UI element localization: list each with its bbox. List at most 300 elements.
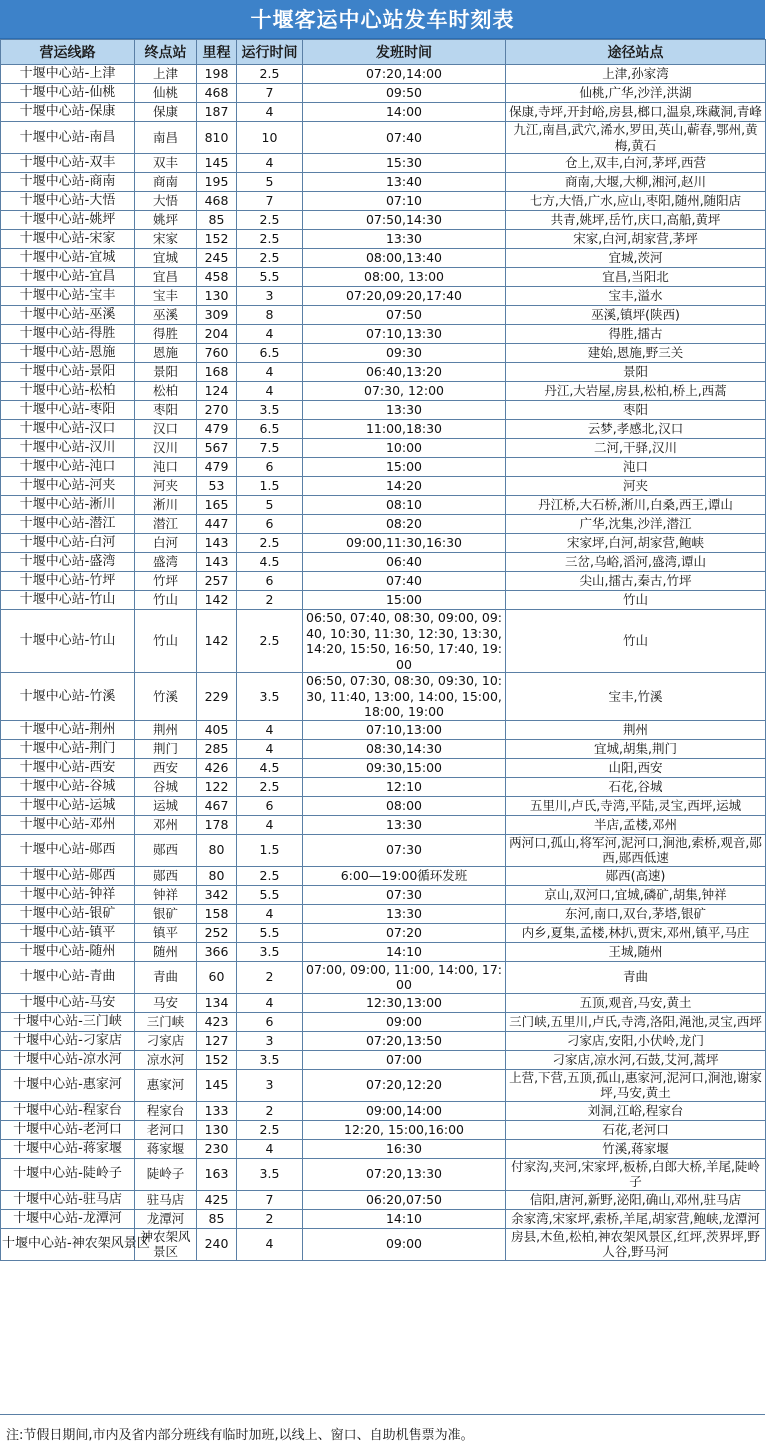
table-row (1, 720, 766, 739)
table-row (1, 904, 766, 923)
via-cell: 仓上,双丰,白河,茅坪,西营 (506, 154, 766, 173)
distance-cell: 479 (197, 458, 237, 477)
table-row (1, 1120, 766, 1139)
route-cell: 十堰中心站-竹山 (1, 591, 135, 610)
distance-cell: 122 (197, 777, 237, 796)
footnote: 注:节假日期间,市内及省内部分班线有临时加班,以线上、窗口、自助机售票为准。 (0, 1414, 765, 1451)
departures-cell: 07:30 (303, 834, 506, 866)
route-cell: 十堰中心站-邓州 (1, 815, 135, 834)
table-row (1, 572, 766, 591)
distance-cell: 80 (197, 834, 237, 866)
departures-cell: 08:00,13:40 (303, 249, 506, 268)
duration-cell: 1.5 (237, 477, 303, 496)
terminal-cell: 程家台 (135, 1101, 197, 1120)
table-row (1, 401, 766, 420)
departures-cell: 06:40 (303, 553, 506, 572)
distance-cell: 145 (197, 154, 237, 173)
duration-cell: 6 (237, 1012, 303, 1031)
route-cell: 十堰中心站-蒋家堰 (1, 1139, 135, 1158)
duration-cell: 6 (237, 458, 303, 477)
terminal-cell: 得胜 (135, 325, 197, 344)
terminal-cell: 松柏 (135, 382, 197, 401)
via-cell: 山阳,西安 (506, 758, 766, 777)
table-row (1, 673, 766, 721)
via-cell: 共青,姚坪,岳竹,庆口,高船,黄坪 (506, 211, 766, 230)
route-cell: 十堰中心站-枣阳 (1, 401, 135, 420)
route-cell: 十堰中心站-商南 (1, 173, 135, 192)
departures-cell: 13:30 (303, 401, 506, 420)
distance-cell: 187 (197, 103, 237, 122)
distance-cell: 447 (197, 515, 237, 534)
route-cell: 十堰中心站-上津 (1, 65, 135, 84)
terminal-cell: 蒋家堰 (135, 1139, 197, 1158)
distance-cell: 309 (197, 306, 237, 325)
table-row (1, 439, 766, 458)
route-cell: 十堰中心站-运城 (1, 796, 135, 815)
departures-cell: 07:50 (303, 306, 506, 325)
duration-cell: 3 (237, 1031, 303, 1050)
terminal-cell: 随州 (135, 942, 197, 961)
via-cell: 商南,大堰,大柳,湘河,赵川 (506, 173, 766, 192)
duration-cell: 4 (237, 815, 303, 834)
terminal-cell: 商南 (135, 173, 197, 192)
table-row (1, 154, 766, 173)
duration-cell: 4.5 (237, 553, 303, 572)
distance-cell: 245 (197, 249, 237, 268)
duration-cell: 2.5 (237, 777, 303, 796)
duration-cell: 4 (237, 325, 303, 344)
route-cell: 十堰中心站-仙桃 (1, 84, 135, 103)
terminal-cell: 巫溪 (135, 306, 197, 325)
terminal-cell: 保康 (135, 103, 197, 122)
terminal-cell: 龙潭河 (135, 1209, 197, 1228)
table-row (1, 420, 766, 439)
departures-cell: 07:10,13:30 (303, 325, 506, 344)
terminal-cell: 三门峡 (135, 1012, 197, 1031)
departures-cell: 08:00, 13:00 (303, 268, 506, 287)
duration-cell: 4 (237, 720, 303, 739)
table-row (1, 1228, 766, 1260)
distance-cell: 366 (197, 942, 237, 961)
distance-cell: 810 (197, 122, 237, 154)
departures-cell: 08:30,14:30 (303, 739, 506, 758)
duration-cell: 7 (237, 192, 303, 211)
via-cell: 石花,谷城 (506, 777, 766, 796)
terminal-cell: 荆门 (135, 739, 197, 758)
table-row (1, 249, 766, 268)
terminal-cell: 荆州 (135, 720, 197, 739)
distance-cell: 479 (197, 420, 237, 439)
terminal-cell: 刁家店 (135, 1031, 197, 1050)
distance-cell: 165 (197, 496, 237, 515)
terminal-cell: 大悟 (135, 192, 197, 211)
terminal-cell: 马安 (135, 993, 197, 1012)
via-cell: 东河,南口,双台,茅塔,银矿 (506, 904, 766, 923)
route-cell: 十堰中心站-景阳 (1, 363, 135, 382)
duration-cell: 4 (237, 154, 303, 173)
departures-cell: 06:50, 07:40, 08:30, 09:00, 09:40, 10:30, 11:30, 12:30, 13:30, 14:20, 15:50, 16:50, 17:40, 19:00 (303, 610, 506, 673)
route-cell: 十堰中心站-得胜 (1, 325, 135, 344)
duration-cell: 2.5 (237, 534, 303, 553)
departures-cell: 13:30 (303, 904, 506, 923)
table-row (1, 1209, 766, 1228)
distance-cell: 85 (197, 1209, 237, 1228)
via-cell: 宜城,胡集,荆门 (506, 739, 766, 758)
duration-cell: 3.5 (237, 1158, 303, 1190)
duration-cell: 7 (237, 84, 303, 103)
departures-cell: 09:00 (303, 1228, 506, 1260)
departures-cell: 12:20, 15:00,16:00 (303, 1120, 506, 1139)
terminal-cell: 宜昌 (135, 268, 197, 287)
via-cell: 宝丰,竹溪 (506, 673, 766, 721)
departures-cell: 06:20,07:50 (303, 1190, 506, 1209)
via-cell: 刁家店,凉水河,石鼓,艾河,蒿坪 (506, 1050, 766, 1069)
departures-cell: 09:00 (303, 1012, 506, 1031)
via-cell: 上津,孙家湾 (506, 65, 766, 84)
duration-cell: 8 (237, 306, 303, 325)
via-cell: 信阳,唐河,新野,泌阳,确山,邓州,驻马店 (506, 1190, 766, 1209)
route-cell: 十堰中心站-松柏 (1, 382, 135, 401)
distance-cell: 145 (197, 1069, 237, 1101)
terminal-cell: 恩施 (135, 344, 197, 363)
departures-cell: 13:30 (303, 230, 506, 249)
via-cell: 九江,南昌,武穴,浠水,罗田,英山,蕲春,鄂州,黄梅,黄石 (506, 122, 766, 154)
table-row (1, 885, 766, 904)
duration-cell: 5 (237, 496, 303, 515)
duration-cell: 4 (237, 382, 303, 401)
terminal-cell: 竹山 (135, 591, 197, 610)
via-cell: 广华,沈集,沙洋,潜江 (506, 515, 766, 534)
table-row (1, 923, 766, 942)
via-cell: 余家湾,宋家坪,索桥,羊尾,胡家营,鲍峡,龙潭河 (506, 1209, 766, 1228)
via-cell: 云梦,孝感北,汉口 (506, 420, 766, 439)
distance-cell: 130 (197, 287, 237, 306)
departures-cell: 07:00, 09:00, 11:00, 14:00, 17:00 (303, 961, 506, 993)
route-cell: 十堰中心站-凉水河 (1, 1050, 135, 1069)
departures-cell: 07:30 (303, 885, 506, 904)
distance-cell: 567 (197, 439, 237, 458)
duration-cell: 7.5 (237, 439, 303, 458)
route-cell: 十堰中心站-神农架风景区 (1, 1228, 135, 1260)
via-cell: 青曲 (506, 961, 766, 993)
via-cell: 三岔,乌峪,滔河,盛湾,谭山 (506, 553, 766, 572)
distance-cell: 178 (197, 815, 237, 834)
terminal-cell: 钟祥 (135, 885, 197, 904)
duration-cell: 2.5 (237, 65, 303, 84)
departures-cell: 6:00—19:00循环发班 (303, 866, 506, 885)
via-cell: 房县,木鱼,松柏,神农架风景区,红坪,茨界坪,野人谷,野马河 (506, 1228, 766, 1260)
route-cell: 十堰中心站-老河口 (1, 1120, 135, 1139)
route-cell: 十堰中心站-谷城 (1, 777, 135, 796)
table-row (1, 993, 766, 1012)
distance-cell: 468 (197, 192, 237, 211)
table-row (1, 1050, 766, 1069)
via-cell: 河夹 (506, 477, 766, 496)
via-cell: 三门峡,五里川,卢氏,寺湾,洛阳,渑池,灵宝,西坪 (506, 1012, 766, 1031)
table-row (1, 173, 766, 192)
route-cell: 十堰中心站-宜昌 (1, 268, 135, 287)
terminal-cell: 惠家河 (135, 1069, 197, 1101)
terminal-cell: 沌口 (135, 458, 197, 477)
terminal-cell: 西安 (135, 758, 197, 777)
route-cell: 十堰中心站-荆州 (1, 720, 135, 739)
terminal-cell: 双丰 (135, 154, 197, 173)
via-cell: 郧西(高速) (506, 866, 766, 885)
via-cell: 五里川,卢氏,寺湾,平陆,灵宝,西坪,运城 (506, 796, 766, 815)
departures-cell: 09:00,11:30,16:30 (303, 534, 506, 553)
distance-cell: 285 (197, 739, 237, 758)
via-cell: 宝丰,溢水 (506, 287, 766, 306)
duration-cell: 4 (237, 363, 303, 382)
via-cell: 巫溪,镇坪(陕西) (506, 306, 766, 325)
distance-cell: 163 (197, 1158, 237, 1190)
header-via: 途径站点 (506, 40, 766, 65)
duration-cell: 5.5 (237, 923, 303, 942)
departures-cell: 07:40 (303, 122, 506, 154)
via-cell: 景阳 (506, 363, 766, 382)
duration-cell: 2 (237, 1101, 303, 1120)
distance-cell: 229 (197, 673, 237, 721)
via-cell: 得胜,擂古 (506, 325, 766, 344)
table-row (1, 815, 766, 834)
departures-cell: 07:50,14:30 (303, 211, 506, 230)
header-terminal: 终点站 (135, 40, 197, 65)
distance-cell: 468 (197, 84, 237, 103)
duration-cell: 4 (237, 739, 303, 758)
terminal-cell: 枣阳 (135, 401, 197, 420)
departures-cell: 14:00 (303, 103, 506, 122)
via-cell: 尖山,擂古,秦古,竹坪 (506, 572, 766, 591)
terminal-cell: 仙桃 (135, 84, 197, 103)
via-cell: 半店,孟楼,邓州 (506, 815, 766, 834)
table-row (1, 363, 766, 382)
page-title: 十堰客运中心站发车时刻表 (0, 0, 765, 39)
route-cell: 十堰中心站-宝丰 (1, 287, 135, 306)
distance-cell: 467 (197, 796, 237, 815)
via-cell: 宜城,茨河 (506, 249, 766, 268)
terminal-cell: 郧西 (135, 866, 197, 885)
route-cell: 十堰中心站-淅川 (1, 496, 135, 515)
terminal-cell: 郧西 (135, 834, 197, 866)
distance-cell: 204 (197, 325, 237, 344)
via-cell: 五顶,观音,马安,黄土 (506, 993, 766, 1012)
table-row (1, 591, 766, 610)
departures-cell: 07:00 (303, 1050, 506, 1069)
departures-cell: 07:30, 12:00 (303, 382, 506, 401)
table-row (1, 1012, 766, 1031)
header-departures: 发班时间 (303, 40, 506, 65)
table-row (1, 1101, 766, 1120)
table-row (1, 211, 766, 230)
via-cell: 沌口 (506, 458, 766, 477)
route-cell: 十堰中心站-银矿 (1, 904, 135, 923)
duration-cell: 3 (237, 1069, 303, 1101)
route-cell: 十堰中心站-潜江 (1, 515, 135, 534)
departures-cell: 07:20,12:20 (303, 1069, 506, 1101)
via-cell: 丹江,大岩屋,房县,松柏,桥上,西蒿 (506, 382, 766, 401)
terminal-cell: 邓州 (135, 815, 197, 834)
terminal-cell: 陡岭子 (135, 1158, 197, 1190)
route-cell: 十堰中心站-马安 (1, 993, 135, 1012)
departures-cell: 07:20,13:30 (303, 1158, 506, 1190)
duration-cell: 3.5 (237, 942, 303, 961)
table-row (1, 192, 766, 211)
duration-cell: 4 (237, 904, 303, 923)
duration-cell: 6.5 (237, 420, 303, 439)
table-row (1, 268, 766, 287)
duration-cell: 1.5 (237, 834, 303, 866)
distance-cell: 252 (197, 923, 237, 942)
route-cell: 十堰中心站-宋家 (1, 230, 135, 249)
terminal-cell: 宜城 (135, 249, 197, 268)
route-cell: 十堰中心站-保康 (1, 103, 135, 122)
distance-cell: 405 (197, 720, 237, 739)
duration-cell: 5 (237, 173, 303, 192)
duration-cell: 3.5 (237, 673, 303, 721)
terminal-cell: 白河 (135, 534, 197, 553)
route-cell: 十堰中心站-荆门 (1, 739, 135, 758)
duration-cell: 7 (237, 1190, 303, 1209)
terminal-cell: 竹溪 (135, 673, 197, 721)
via-cell: 竹溪,蒋家堰 (506, 1139, 766, 1158)
table-row (1, 458, 766, 477)
via-cell: 建始,恩施,野三关 (506, 344, 766, 363)
departures-cell: 07:20,13:50 (303, 1031, 506, 1050)
terminal-cell: 潜江 (135, 515, 197, 534)
distance-cell: 423 (197, 1012, 237, 1031)
departures-cell: 07:10,13:00 (303, 720, 506, 739)
departures-cell: 08:20 (303, 515, 506, 534)
table-row (1, 961, 766, 993)
route-cell: 十堰中心站-郧西 (1, 834, 135, 866)
distance-cell: 426 (197, 758, 237, 777)
table-row (1, 325, 766, 344)
duration-cell: 2.5 (237, 249, 303, 268)
distance-cell: 143 (197, 553, 237, 572)
distance-cell: 53 (197, 477, 237, 496)
route-cell: 十堰中心站-双丰 (1, 154, 135, 173)
table-row (1, 796, 766, 815)
terminal-cell: 镇平 (135, 923, 197, 942)
duration-cell: 6 (237, 796, 303, 815)
via-cell: 刘洞,江峪,程家台 (506, 1101, 766, 1120)
terminal-cell: 凉水河 (135, 1050, 197, 1069)
route-cell: 十堰中心站-随州 (1, 942, 135, 961)
departures-cell: 10:00 (303, 439, 506, 458)
route-cell: 十堰中心站-姚坪 (1, 211, 135, 230)
distance-cell: 760 (197, 344, 237, 363)
via-cell: 竹山 (506, 610, 766, 673)
departures-cell: 09:50 (303, 84, 506, 103)
terminal-cell: 景阳 (135, 363, 197, 382)
via-cell: 竹山 (506, 591, 766, 610)
route-cell: 十堰中心站-汉川 (1, 439, 135, 458)
terminal-cell: 老河口 (135, 1120, 197, 1139)
distance-cell: 270 (197, 401, 237, 420)
distance-cell: 168 (197, 363, 237, 382)
via-cell: 宋家坪,白河,胡家营,鲍峡 (506, 534, 766, 553)
duration-cell: 3.5 (237, 401, 303, 420)
table-row (1, 103, 766, 122)
distance-cell: 152 (197, 1050, 237, 1069)
via-cell: 枣阳 (506, 401, 766, 420)
route-cell: 十堰中心站-宜城 (1, 249, 135, 268)
route-cell: 十堰中心站-河夹 (1, 477, 135, 496)
departures-cell: 15:00 (303, 591, 506, 610)
route-cell: 十堰中心站-盛湾 (1, 553, 135, 572)
duration-cell: 2.5 (237, 1120, 303, 1139)
table-row (1, 515, 766, 534)
duration-cell: 4 (237, 1139, 303, 1158)
via-cell: 付家沟,夹河,宋家坪,板桥,白郎大桥,羊尾,陡岭子 (506, 1158, 766, 1190)
header-duration: 运行时间 (237, 40, 303, 65)
table-row (1, 306, 766, 325)
table-row (1, 553, 766, 572)
route-cell: 十堰中心站-恩施 (1, 344, 135, 363)
table-row (1, 477, 766, 496)
terminal-cell: 竹山 (135, 610, 197, 673)
departures-cell: 12:30,13:00 (303, 993, 506, 1012)
route-cell: 十堰中心站-陡岭子 (1, 1158, 135, 1190)
route-cell: 十堰中心站-南昌 (1, 122, 135, 154)
table-row (1, 758, 766, 777)
distance-cell: 257 (197, 572, 237, 591)
distance-cell: 127 (197, 1031, 237, 1050)
terminal-cell: 银矿 (135, 904, 197, 923)
table-row (1, 496, 766, 515)
distance-cell: 134 (197, 993, 237, 1012)
duration-cell: 2.5 (237, 230, 303, 249)
departures-cell: 13:30 (303, 815, 506, 834)
distance-cell: 133 (197, 1101, 237, 1120)
terminal-cell: 青曲 (135, 961, 197, 993)
duration-cell: 4 (237, 103, 303, 122)
route-cell: 十堰中心站-镇平 (1, 923, 135, 942)
distance-cell: 230 (197, 1139, 237, 1158)
via-cell: 保康,寺坪,开封峪,房县,榔口,温泉,珠藏洞,青峰 (506, 103, 766, 122)
duration-cell: 4.5 (237, 758, 303, 777)
distance-cell: 60 (197, 961, 237, 993)
table-row (1, 344, 766, 363)
terminal-cell: 盛湾 (135, 553, 197, 572)
via-cell: 两河口,孤山,将军河,泥河口,涧池,索桥,观音,郧西,郧西低速 (506, 834, 766, 866)
distance-cell: 85 (197, 211, 237, 230)
departures-cell: 13:40 (303, 173, 506, 192)
duration-cell: 2.5 (237, 866, 303, 885)
duration-cell: 5.5 (237, 885, 303, 904)
departures-cell: 07:10 (303, 192, 506, 211)
table-row (1, 84, 766, 103)
duration-cell: 5.5 (237, 268, 303, 287)
table-row (1, 382, 766, 401)
duration-cell: 4 (237, 1228, 303, 1260)
via-cell: 京山,双河口,宜城,磷矿,胡集,钟祥 (506, 885, 766, 904)
terminal-cell: 上津 (135, 65, 197, 84)
distance-cell: 458 (197, 268, 237, 287)
duration-cell: 2 (237, 1209, 303, 1228)
terminal-cell: 南昌 (135, 122, 197, 154)
terminal-cell: 宋家 (135, 230, 197, 249)
terminal-cell: 竹坪 (135, 572, 197, 591)
distance-cell: 425 (197, 1190, 237, 1209)
table-row (1, 1069, 766, 1101)
terminal-cell: 神农架风景区 (135, 1228, 197, 1260)
duration-cell: 4 (237, 993, 303, 1012)
departures-cell: 15:00 (303, 458, 506, 477)
via-cell: 上营,下营,五顶,孤山,惠家河,泥河口,涧池,谢家坪,马安,黄土 (506, 1069, 766, 1101)
table-row (1, 777, 766, 796)
departures-cell: 07:20,09:20,17:40 (303, 287, 506, 306)
